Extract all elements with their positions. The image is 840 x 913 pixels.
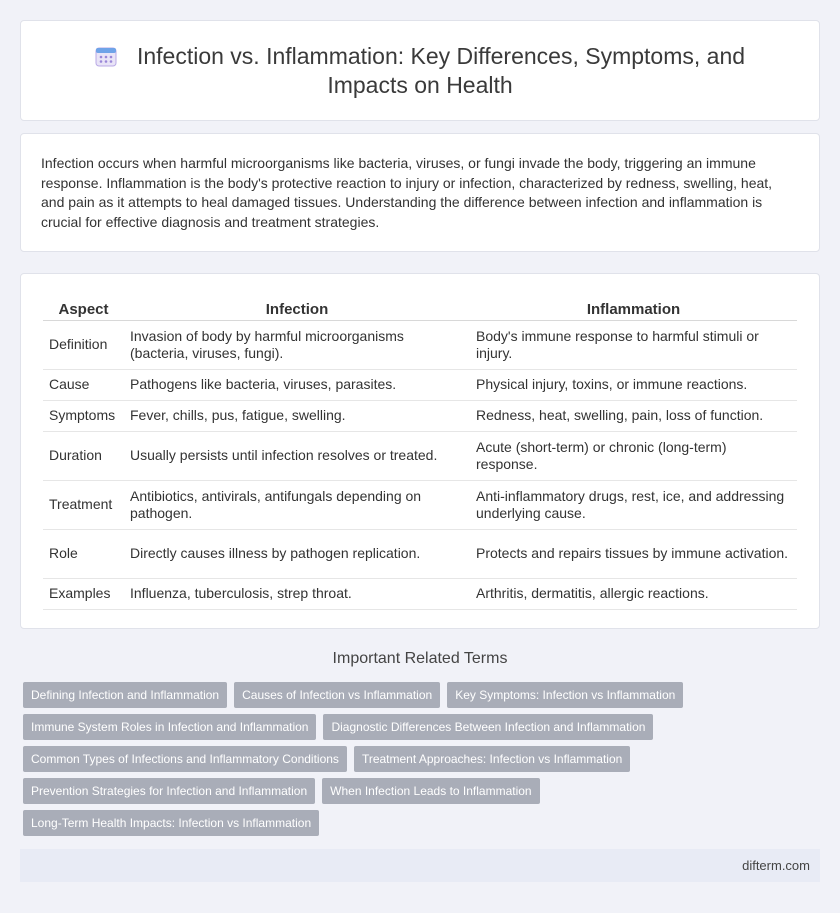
intro-card	[20, 133, 820, 252]
cell-aspect: Duration	[43, 431, 124, 480]
related-term-link[interactable]: Causes of Infection vs Inflammation	[234, 682, 440, 708]
cell-inflammation: Arthritis, dermatitis, allergic reactions.	[470, 578, 797, 609]
table-row	[43, 529, 797, 578]
cell-aspect: Definition	[43, 320, 124, 369]
page-title: Infection vs. Inflammation: Key Differences, Symptoms, and Impacts on Health	[136, 42, 746, 98]
table-row	[43, 320, 797, 369]
table-row	[43, 578, 797, 609]
cell-aspect: Role	[43, 529, 124, 578]
cell-infection: Directly causes illness by pathogen replication.	[124, 529, 470, 578]
intro-text: Infection occurs when harmful microorganisms like bacteria, viruses, or fungi invade the body, triggering an immune response. Inflammation is the body's protective reaction to injury or infection, characterized by redness, swelling, heat, and pain as it attempts to heal damaged tissues. Understanding the difference between infection and inflammation is crucial for effective diagnosis and treatment strategies.	[41, 155, 773, 230]
comparison-card	[20, 273, 820, 629]
related-term-link[interactable]: Prevention Strategies for Infection and Inflammation	[23, 778, 315, 804]
footer	[20, 849, 820, 882]
cell-infection: Pathogens like bacteria, viruses, parasites.	[124, 369, 470, 400]
related-term-link[interactable]: When Infection Leads to Inflammation	[322, 778, 539, 804]
cell-infection: Fever, chills, pus, fatigue, swelling.	[124, 400, 470, 431]
related-term-link[interactable]: Treatment Approaches: Infection vs Inflammation	[354, 746, 630, 772]
related-term-link[interactable]: Defining Infection and Inflammation	[23, 682, 227, 708]
header-inflammation: Inflammation	[470, 294, 797, 320]
cell-inflammation: Acute (short-term) or chronic (long-term) response.	[470, 431, 797, 480]
related-terms-list	[23, 682, 723, 836]
table-row	[43, 369, 797, 400]
cell-aspect: Examples	[43, 578, 124, 609]
cell-aspect: Cause	[43, 369, 124, 400]
table-row	[43, 431, 797, 480]
header-infection: Infection	[124, 294, 470, 320]
cell-infection: Influenza, tuberculosis, strep throat.	[124, 578, 470, 609]
related-term-link[interactable]: Common Types of Infections and Inflammatory Conditions	[23, 746, 347, 772]
cell-inflammation: Body's immune response to harmful stimuli or injury.	[470, 320, 797, 369]
table-row	[43, 400, 797, 431]
cell-inflammation: Redness, heat, swelling, pain, loss of function.	[470, 400, 797, 431]
cell-inflammation: Anti-inflammatory drugs, rest, ice, and addressing underlying cause.	[470, 480, 797, 529]
cell-aspect: Symptoms	[43, 400, 124, 431]
table-row	[43, 480, 797, 529]
related-term-link[interactable]: Key Symptoms: Infection vs Inflammation	[447, 682, 683, 708]
header-card	[20, 20, 820, 121]
page-title-wrap	[90, 42, 750, 100]
calendar-icon	[95, 45, 117, 67]
cell-inflammation: Protects and repairs tissues by immune activation.	[470, 529, 797, 578]
related-term-link[interactable]: Immune System Roles in Infection and Inflammation	[23, 714, 316, 740]
related-terms-title: Important Related Terms	[332, 650, 508, 667]
comparison-table	[43, 294, 797, 610]
cell-infection: Usually persists until infection resolves or treated.	[124, 431, 470, 480]
related-term-link[interactable]: Long-Term Health Impacts: Infection vs Inflammation	[23, 810, 319, 836]
header-aspect: Aspect	[43, 294, 124, 320]
table-header-row	[43, 294, 797, 320]
cell-aspect: Treatment	[43, 480, 124, 529]
cell-infection: Antibiotics, antivirals, antifungals depending on pathogen.	[124, 480, 470, 529]
footer-site[interactable]: difterm.com	[742, 858, 810, 873]
cell-inflammation: Physical injury, toxins, or immune reactions.	[470, 369, 797, 400]
related-term-link[interactable]: Diagnostic Differences Between Infection and Inflammation	[323, 714, 653, 740]
cell-infection: Invasion of body by harmful microorganisms (bacteria, viruses, fungi).	[124, 320, 470, 369]
